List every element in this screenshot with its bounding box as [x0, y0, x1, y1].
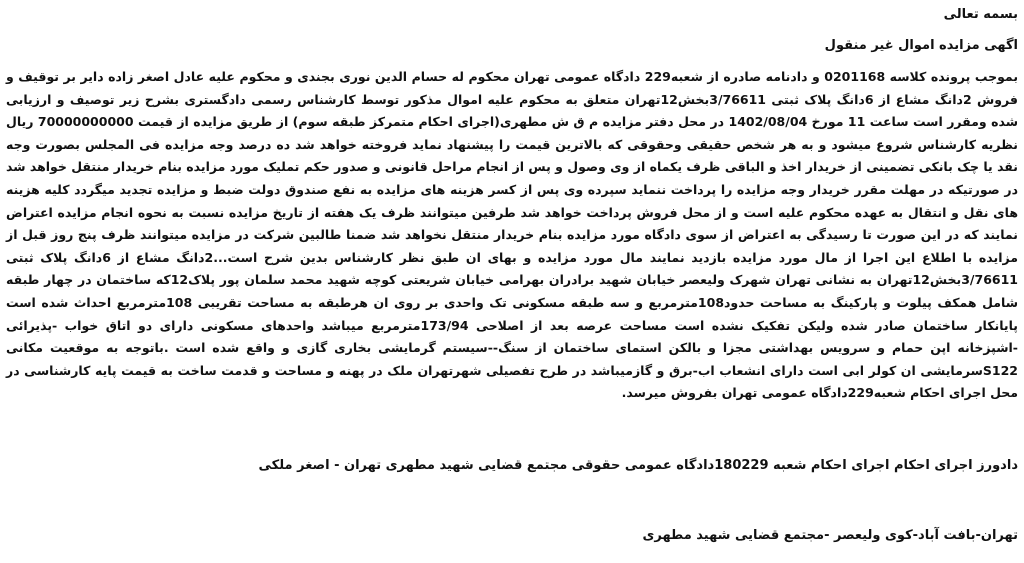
issuer-signature: دادورز اجرای احکام اجرای احکام شعبه 180229دادگاه عمومی حقوقی مجتمع قضایی شهید مطهری تهران - اصغر ملکی	[258, 458, 1018, 473]
notice-body: بموجب پرونده کلاسه 0201168 و دادنامه صادره از شعبه229 دادگاه عمومی تهران محکوم له حسام الدین نوری بجندی و محکوم علیه عادل اصغر زاده دایر بر توقیف و فروش 2دانگ مشاع از 6دانگ پلاک ثبتی 3/76611بخش12تهران متعلق به محکوم علیه اموال مذکور توسط کارشناس رسمی دادگستری بشرح زیر توصیف و ارزیابی شده ومقرر است ساعت 11 مورخ 1402/08/04 در محل دفتر مزایده م ق ش مطهری(اجرای احکام متمرکز طبقه سوم) از طریق مزایده از قیمت 70000000000 ریال نظریه کارشناس شروع میشود و به هر شخص حقیقی وحقوقی که بالاترین قیمت را پیشنهاد نماید فروخته خواهد شد ده درصد وجه مزایده فی المجلس بصورت وجه نقد یا چک بانکی تضمینی از خریدار اخذ و الباقی ظرف یکماه از وی وصول و پس از انجام مراحل قانونی و صدور حکم تملیک مورد مزایده بنام خریدار منتقل خواهد شد در صورتیکه در مهلت مقرر خریدار وجه مزایده را پرداخت ننماید سپرده وی پس از کسر هزینه های مزایده به نفع صندوق دولت ضبط و مزایده تجدید میگردد کلیه هزینه های نقل و انتقال به عهده محکوم علیه است و از محل فروش پرداخت خواهد شد طرفین میتوانند ظرف یک هفته از تاریخ مزایده نسبت به نحوه انجام مزایده اعتراض نمایند که در این صورت تا رسیدگی به اعتراض از سوی دادگاه مورد مزایده بنام خریدار منتقل نخواهد شد ضمنا طالبین شرکت در مزایده میتوانند ظرف پنج روز قبل از مزایده با اطلاع این اجرا از مال مورد مزایده بازدید نمایند مال مورد مزایده و بهای ان طبق نظر کارشناس بدین شرح است...2دانگ مشاع از 6دانگ پلاک ثبتی 3/76611بخش12تهران به نشانی تهران شهرک ولیعصر خیابان شهید برادران بهرامی خیابان شریعتی کوچه شهید محمد سلمان پور پلاک12که ساختمان در چهار طبقه شامل همکف پیلوت و پارکینگ به مساحت حدود108مترمربع و سه طبقه مسکونی تک واحدی بر روی ان هرطبقه به مساحت تقریبی 108مترمربع احداث شده است پایانکار ساختمان صادر شده ولیکن تفکیک نشده است مساحت عرصه بعد از اصلاحی 173/94مترمربع میباشد واحدهای مسکونی دارای دو اتاق خواب -پذیرائی -اشپزخانه اپن حمام و سرویس بهداشتی مجزا و بالکن استمای ساختمان از سنگ--سیستم گرمایشی بخاری گازی و واقع شده است .باتوجه به موقعیت مکانی S122سرمایشی ان کولر ابی است دارای انشعاب اب-برق و گازمیباشد در طرح تفصیلی شهرتهران ملک در پهنه و مساحت و قدمت ساخت به قیمت پایه کارشناسی در محل اجرای احکام شعبه229دادگاه عمومی تهران بفروش میرسد.	[6, 69, 1019, 401]
court-address: تهران-بافت آباد-کوی ولیعصر -مجتمع قضایی شهید مطهری	[642, 528, 1018, 543]
basmala-heading: بسمه تعالی	[943, 7, 1018, 22]
notice-title: اگهی مزایده اموال غیر منقول	[824, 38, 1018, 53]
